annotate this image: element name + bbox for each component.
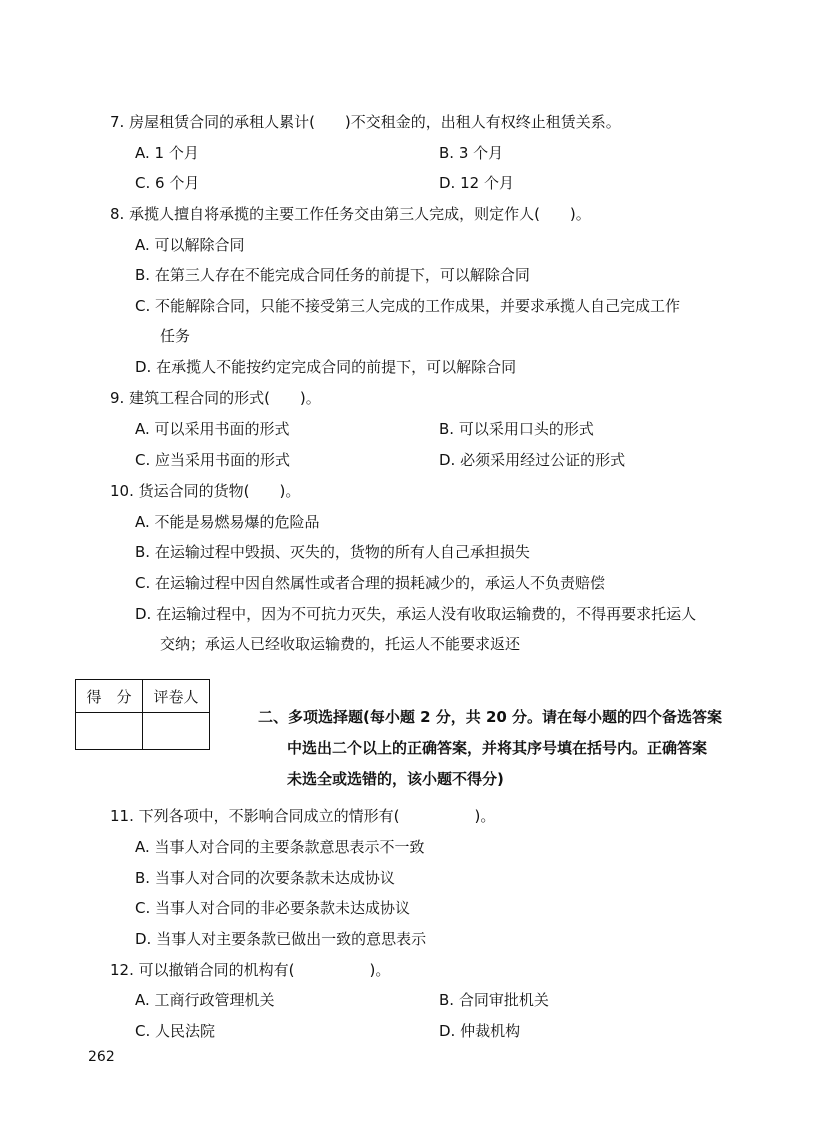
question-7-stem: 7. 房屋租赁合同的承租人累计( )不交租金的，出租人有权终止租赁关系。 bbox=[110, 113, 621, 131]
question-12-option-d: D. 仲裁机构 bbox=[439, 1022, 521, 1040]
question-7-option-c: C. 6 个月 bbox=[135, 174, 200, 192]
question-11-stem: 11. 下列各项中，不影响合同成立的情形有( )。 bbox=[110, 807, 496, 825]
grader-cell bbox=[143, 713, 210, 750]
question-8-option-c: C. 不能解除合同，只能不接受第三人完成的工作成果，并要求承揽人自己完成工作 bbox=[135, 297, 681, 315]
section-2-heading: 二、多项选择题(每小题 2 分，共 20 分。请在每小题的四个备选答案 bbox=[258, 708, 723, 726]
question-12-option-b: B. 合同审批机关 bbox=[439, 991, 549, 1009]
question-11-option-a: A. 当事人对合同的主要条款意思表示不一致 bbox=[135, 838, 425, 856]
question-8-option-d: D. 在承揽人不能按约定完成合同的前提下，可以解除合同 bbox=[135, 358, 517, 376]
question-9-option-c: C. 应当采用书面的形式 bbox=[135, 451, 291, 469]
question-7-option-a: A. 1 个月 bbox=[135, 144, 199, 162]
section-2-instructions-line-3: 未选全或选错的，该小题不得分) bbox=[287, 770, 504, 788]
question-7-option-d: D. 12 个月 bbox=[439, 174, 514, 192]
question-8-option-b: B. 在第三人存在不能完成合同任务的前提下，可以解除合同 bbox=[135, 266, 530, 284]
grader-header: 评卷人 bbox=[143, 680, 210, 713]
question-11-option-b: B. 当事人对合同的次要条款未达成协议 bbox=[135, 869, 395, 887]
question-11-option-d: D. 当事人对主要条款已做出一致的意思表示 bbox=[135, 930, 427, 948]
page-number: 262 bbox=[88, 1049, 115, 1065]
question-12-option-a: A. 工商行政管理机关 bbox=[135, 991, 275, 1009]
question-9-stem: 9. 建筑工程合同的形式( )。 bbox=[110, 389, 321, 407]
question-10-option-c: C. 在运输过程中因自然属性或者合理的损耗减少的，承运人不负责赔偿 bbox=[135, 574, 606, 592]
score-box bbox=[75, 679, 210, 750]
question-10-stem: 10. 货运合同的货物( )。 bbox=[110, 482, 301, 500]
question-10-option-d: D. 在运输过程中，因为不可抗力灭失，承运人没有收取运输费的，不得再要求托运人 bbox=[135, 605, 697, 623]
question-10-option-d-continued: 交纳；承运人已经收取运输费的，托运人不能要求返还 bbox=[160, 635, 521, 653]
question-10-option-b: B. 在运输过程中毁损、灭失的，货物的所有人自己承担损失 bbox=[135, 543, 530, 561]
question-8-stem: 8. 承揽人擅自将承揽的主要工作任务交由第三人完成，则定作人( )。 bbox=[110, 205, 591, 223]
question-8-option-a: A. 可以解除合同 bbox=[135, 236, 245, 254]
question-9-option-b: B. 可以采用口头的形式 bbox=[439, 420, 594, 438]
question-12-stem: 12. 可以撤销合同的机构有( )。 bbox=[110, 961, 391, 979]
question-8-option-c-continued: 任务 bbox=[160, 327, 191, 345]
question-10-option-a: A. 不能是易燃易爆的危险品 bbox=[135, 513, 320, 531]
question-9-option-d: D. 必须采用经过公证的形式 bbox=[439, 451, 626, 469]
question-12-option-c: C. 人民法院 bbox=[135, 1022, 216, 1040]
question-9-option-a: A. 可以采用书面的形式 bbox=[135, 420, 290, 438]
question-11-option-c: C. 当事人对合同的非必要条款未达成协议 bbox=[135, 899, 411, 917]
question-7-option-b: B. 3 个月 bbox=[439, 144, 504, 162]
score-cell bbox=[76, 713, 143, 750]
section-2-instructions-line-2: 中选出二个以上的正确答案，并将其序号填在括号内。正确答案 bbox=[287, 739, 708, 757]
score-header: 得 分 bbox=[76, 680, 143, 713]
